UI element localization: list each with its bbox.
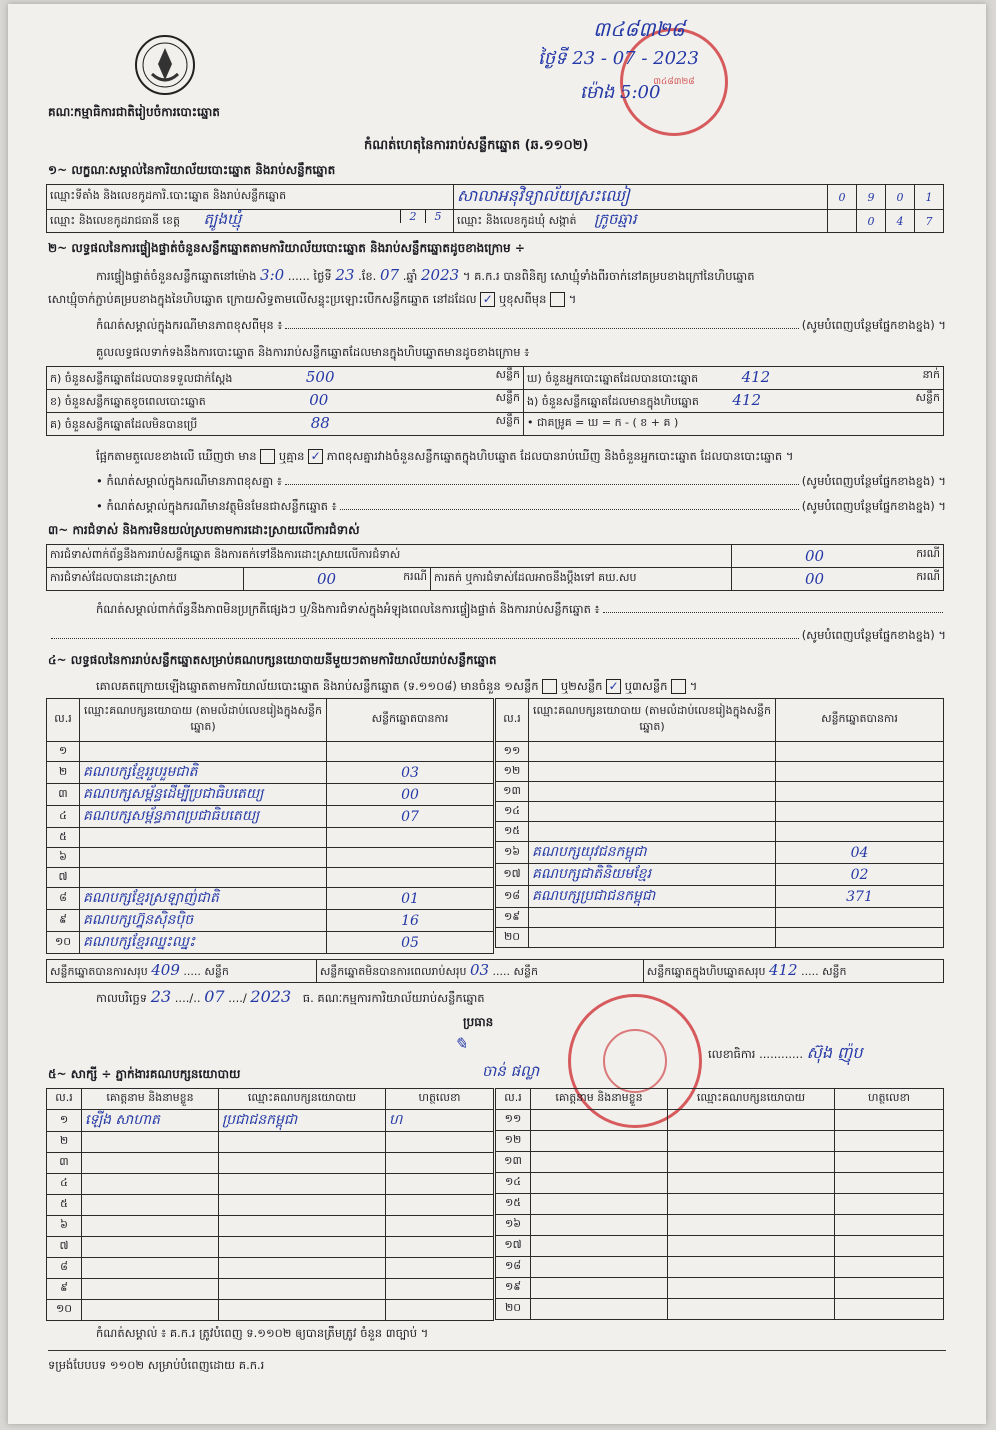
sheets-3-checkbox[interactable] xyxy=(671,679,686,694)
difference-yes-checkbox[interactable] xyxy=(260,449,275,464)
verify-month: 07 xyxy=(380,266,400,284)
cell-no: ២០ xyxy=(496,928,529,948)
table-row xyxy=(496,1257,944,1278)
cell-sign xyxy=(386,1195,494,1216)
table-row xyxy=(496,1173,944,1194)
cell-no: ១៣ xyxy=(496,1152,531,1173)
table-row xyxy=(496,1194,944,1215)
resolved-cell: 00 ករណី xyxy=(244,568,431,591)
cell-no: ១៨ xyxy=(496,886,529,908)
cell-no: ៨ xyxy=(47,888,80,910)
cell-party xyxy=(80,868,327,888)
nec-emblem-icon xyxy=(134,34,196,96)
col-no: ល.រ xyxy=(496,1089,531,1110)
cell-party: គណបក្សខ្មែរឈ្នះឈ្នះ xyxy=(80,932,327,954)
table-row xyxy=(47,1279,494,1300)
cell-sign xyxy=(386,1300,494,1321)
table-row xyxy=(496,782,944,802)
cell-party xyxy=(668,1152,835,1173)
complaints-table xyxy=(46,544,944,591)
cell-no: ១២ xyxy=(496,762,529,782)
cell-no: ៩ xyxy=(47,1279,82,1300)
cell-no: ១២ xyxy=(496,1131,531,1152)
col-party: ឈ្មោះគណបក្សនយោបាយ (តាមលំដាប់លេខរៀងក្នុងសន្លឹកឆ្នោត) xyxy=(529,699,776,742)
cell-no: ១៣ xyxy=(496,782,529,802)
cell-party xyxy=(80,828,327,848)
cell-party xyxy=(668,1173,835,1194)
cell-party xyxy=(529,742,776,762)
total-valid-cell: សន្លឹកឆ្នោតបានការសរុប 409 ..... សន្លឹក xyxy=(47,960,317,983)
form-sheet xyxy=(8,4,986,1424)
col-party: ឈ្មោះគណបក្សនយោបាយ xyxy=(219,1089,386,1110)
ballots-in-box-value: 412 xyxy=(732,391,762,409)
col-name: គោត្តនាម និងនាមខ្លួន xyxy=(82,1089,219,1110)
cell-party xyxy=(219,1300,386,1321)
cell-sign xyxy=(835,1215,944,1236)
cell-votes: 02 xyxy=(776,864,944,886)
verify-line1: ការផ្ទៀងផ្ទាត់ចំនួនសន្លឹកឆ្នោតនៅម៉ោង 3:0 ...... ថ្ងៃទី 23 .ខែ. 07 .ឆ្នាំ 2023 ។ គ.ក.រ បានពិនិត្យ សោឃ្មុំទាំងពីរចាក់នៅគម្របខាងក្រៅនៃហិបឆ្នោត xyxy=(96,266,755,284)
col-no: ល.រ xyxy=(47,699,80,742)
cell-party xyxy=(529,782,776,802)
section4-title: ៤~ លទ្ធផលនៃការរាប់សន្លឹកឆ្នោតសម្រាប់គណបក្សនយោបាយនីមួយៗតាមការិយាល័យរាប់សន្លឹកឆ្នោត xyxy=(48,653,497,667)
cell-party xyxy=(668,1278,835,1299)
cell-sign xyxy=(386,1153,494,1174)
total-box-value: 412 xyxy=(768,961,798,979)
cell-no: ៣ xyxy=(47,784,80,806)
difference-note-line: • កំណត់សម្គាល់ក្នុងករណីមានភាពខុសគ្នា ៖ (សូមបំពេញបន្ថែមផ្នែកខាងខ្នង) ។ xyxy=(96,474,946,488)
cell-party xyxy=(668,1299,835,1320)
section3-title: ៣~ ការជំទាស់ និងការមិនយល់ស្របតាមការដោះស្រាយលើការជំទាស់ xyxy=(48,523,360,537)
totals-table xyxy=(46,959,944,983)
irregularity-note-line2: (សូមបំពេញបន្ថែមផ្នែកខាងខ្នង) ។ xyxy=(48,628,946,645)
cell-party: គណបក្សសម្ព័ន្ធដើម្បីប្រជាធិបតេយ្យ xyxy=(80,784,327,806)
cell-votes: 00 xyxy=(327,784,494,806)
cell-party xyxy=(668,1110,835,1131)
cell-sign xyxy=(386,1132,494,1153)
cell-votes xyxy=(327,828,494,848)
col-sign: ហត្ថលេខា xyxy=(386,1089,494,1110)
cell-no: ១ xyxy=(47,742,80,762)
president-signature: ✎ xyxy=(454,1034,468,1053)
change-note-line: កំណត់សម្គាល់ក្នុងករណីមានភាពខុសពីមុន ៖ (សូមបំពេញបន្ថែមផ្នែកខាងខ្នង) ។ xyxy=(96,318,946,332)
difference-no-checkbox[interactable]: ✓ xyxy=(308,449,323,464)
cell-name xyxy=(82,1300,219,1321)
cell-name xyxy=(82,1279,219,1300)
table-row xyxy=(496,1278,944,1299)
cell-sign xyxy=(835,1152,944,1173)
table-row xyxy=(496,802,944,822)
table-row xyxy=(47,1195,494,1216)
cell-no: ៨ xyxy=(47,1258,82,1279)
changed-checkbox[interactable] xyxy=(550,292,565,307)
cell-no: ១៦ xyxy=(496,1215,531,1236)
col-sign: ហត្ថលេខា xyxy=(835,1089,944,1110)
cell-sign xyxy=(386,1174,494,1195)
commune-value: ក្រូចឆ្មារ xyxy=(594,210,637,228)
cell-name xyxy=(531,1299,668,1320)
president-name: ចាន់ ផល្លា xyxy=(482,1062,540,1080)
cell-party xyxy=(219,1174,386,1195)
cell-sign xyxy=(835,1257,944,1278)
consistency-line: ផ្អែកតាមតួលេខខាងលើ ឃើញថា មាន ឬគ្មាន ✓ ភាពខុសគ្នារវាងចំនួនសន្លឹកឆ្នោតក្នុងហិបឆ្នោត ដែលបានរាប់ឃើញ និងចំនួនអ្នកបោះឆ្នោត ដែលបានបោះឆ្នោត ។ xyxy=(96,449,794,463)
cell-party xyxy=(80,742,327,762)
appealed-cell: 00 ករណី xyxy=(732,568,944,591)
cell-party xyxy=(529,908,776,928)
cell-no: ១៧ xyxy=(496,864,529,886)
secretary-name: ស៊ុង ញ៉ុប xyxy=(806,1043,863,1062)
commune-code-digit: 7 xyxy=(915,210,944,233)
counts-table xyxy=(46,366,944,436)
cell-name xyxy=(82,1237,219,1258)
ballots-in-box-cell: ង) ចំនួនសន្លឹកឆ្នោតដែលមានក្នុងហិបឆ្នោត 412 សន្លឹក xyxy=(524,390,944,413)
table-row xyxy=(47,868,494,888)
resolved-value: 00 xyxy=(317,570,337,588)
cell-votes xyxy=(776,762,944,782)
cell-no: ៦ xyxy=(47,1216,82,1237)
cell-name xyxy=(82,1132,219,1153)
table-row xyxy=(47,784,494,806)
cell-no: ១៨ xyxy=(496,1257,531,1278)
cell-party xyxy=(668,1257,835,1278)
stamp-number: ៣៤៨៣២៨ xyxy=(653,76,695,87)
cell-name xyxy=(82,1258,219,1279)
received-ballots-value: 500 xyxy=(305,368,335,386)
counts-intro: គួលលទ្ធផលទាក់ទងនឹងការបោះឆ្នោត និងការរាប់សន្លឹកឆ្នោតដែលមានក្នុងហិបឆ្នោតមានដូចខាងក្រោម ៖ xyxy=(96,345,530,359)
results-table-right xyxy=(495,698,944,948)
col-votes: សន្លឹកឆ្នោតបានការ xyxy=(327,699,494,742)
cell-party xyxy=(219,1216,386,1237)
cell-party: គណបក្សហ្វ៊ុនស៊ិនប៉ិច xyxy=(80,910,327,932)
witness-table-left xyxy=(46,1088,494,1321)
cell-sign xyxy=(835,1236,944,1257)
president-label: ប្រធាន xyxy=(463,1015,494,1029)
table-row xyxy=(47,1153,494,1174)
cell-votes: 16 xyxy=(327,910,494,932)
cell-name xyxy=(531,1131,668,1152)
note-line: កំណត់សម្គាល់ ៖ គ.ក.រ ត្រូវបំពេញ ទ.១១០២ ឲ្យបានត្រឹមត្រូវ ចំនួន ៣ច្បាប់ ។ xyxy=(96,1326,429,1340)
cell-sign xyxy=(835,1299,944,1320)
cell-votes: 04 xyxy=(776,842,944,864)
cell-name xyxy=(531,1173,668,1194)
location-code-digit: 0 xyxy=(886,185,915,210)
location-code-digit: 1 xyxy=(915,185,944,210)
table-row xyxy=(496,908,944,928)
section1-table xyxy=(46,184,944,233)
table-row xyxy=(496,842,944,864)
cell-party: គណបក្សជាតិនិយមខ្មែរ xyxy=(529,864,776,886)
cell-votes xyxy=(776,908,944,928)
table-row xyxy=(496,1236,944,1257)
table-row xyxy=(47,1237,494,1258)
cell-sign xyxy=(835,1110,944,1131)
cell-no: ១៦ xyxy=(496,842,529,864)
cell-votes: 07 xyxy=(327,806,494,828)
table-row xyxy=(47,1110,494,1132)
cell-votes xyxy=(776,928,944,948)
stamp-date: ថ្ងៃទី 23 - 07 - 2023 xyxy=(538,48,699,69)
spoiled-ballots-cell: ខ) ចំនួនសន្លឹកឆ្នោតខូចពេលបោះឆ្នោត 00 សន្លឹក xyxy=(47,390,524,413)
unused-ballots-cell: គ) ចំនួនសន្លឹកឆ្នោតដែលមិនបានប្រើ 88 សន្លឹក xyxy=(47,413,524,436)
voters-cell: ឃ) ចំនួនអ្នកបោះឆ្នោតដែលបានបោះឆ្នោត 412 នាក់ xyxy=(524,367,944,390)
cell-no: ១ xyxy=(47,1110,82,1132)
complaints-label: ការជំទាស់ពាក់ព័ន្ធនឹងការរាប់សន្លឹកឆ្នោត និងការតក់ទៅនឹងការដោះស្រាយលើការជំទាស់ xyxy=(47,545,732,568)
cell-no: ១១ xyxy=(496,1110,531,1131)
cell-name xyxy=(531,1110,668,1131)
cell-party: គណបក្សខ្មែរស្រឡាញ់ជាតិ xyxy=(80,888,327,910)
cell-party: គណបក្សខ្មែររួបរួមជាតិ xyxy=(80,762,327,784)
table-row xyxy=(496,1299,944,1320)
sheets-line: គោលគតក្រោយឡើងឆ្នោតតាមការិយាល័យបោះឆ្នោត និងរាប់សន្លឹកឆ្នោត (ទ.១១០៨) មានចំនួន ១សន្លឹក ឬ២សន្លឹក ✓ ឬ៣សន្លឹក ។ xyxy=(96,679,698,693)
section1-title: ១~ លក្ខណៈសម្គាល់នៃការិយាល័យបោះឆ្នោត និងរាប់សន្លឹកឆ្នោត xyxy=(48,163,336,177)
table-row xyxy=(47,1300,494,1321)
cell-party xyxy=(80,848,327,868)
results-table-left xyxy=(46,698,494,954)
col-party: ឈ្មោះគណបក្សនយោបាយ (តាមលំដាប់លេខរៀងក្នុងសន្លឹកឆ្នោត) xyxy=(80,699,327,742)
cell-votes xyxy=(327,742,494,762)
province-cell: ឈ្មោះ និងលេខកូដរាជធានី ខេត្ត ត្បូងឃ្មុំ 2 5 xyxy=(47,210,454,233)
table-row xyxy=(47,742,494,762)
verify-hour: 3:0 xyxy=(260,266,285,284)
table-row xyxy=(47,1174,494,1195)
location-code-digit: 0 xyxy=(828,185,857,210)
cell-party xyxy=(219,1153,386,1174)
cell-party xyxy=(219,1132,386,1153)
table-row xyxy=(496,1152,944,1173)
cell-no: ៣ xyxy=(47,1153,82,1174)
col-party: ឈ្មោះគណបក្សនយោបាយ xyxy=(668,1089,835,1110)
table-row xyxy=(496,1110,944,1131)
voters-value: 412 xyxy=(741,368,771,386)
date-day: 23 xyxy=(150,987,172,1006)
cell-no: ៤ xyxy=(47,1174,82,1195)
commune-code-digit: 0 xyxy=(857,210,886,233)
table-row xyxy=(47,910,494,932)
total-box-cell: សន្លឹកឆ្នោតក្នុងហិបឆ្នោតសរុប 412 ..... សន្លឹក xyxy=(643,960,943,983)
unchanged-checkbox[interactable]: ✓ xyxy=(480,292,495,307)
cell-no: ១០ xyxy=(47,1300,82,1321)
cell-party xyxy=(219,1258,386,1279)
cell-party xyxy=(219,1279,386,1300)
col-no: ល.រ xyxy=(496,699,529,742)
cell-party xyxy=(529,802,776,822)
table-row xyxy=(47,1216,494,1237)
table-row xyxy=(47,932,494,954)
date-year: 2023 xyxy=(250,987,292,1006)
cell-sign xyxy=(835,1194,944,1215)
cell-name xyxy=(531,1194,668,1215)
cell-sign xyxy=(386,1237,494,1258)
cell-name xyxy=(531,1278,668,1299)
cell-no: ១៩ xyxy=(496,1278,531,1299)
table-row xyxy=(47,762,494,784)
resolved-label: ការជំទាស់ដែលបានដោះស្រាយ xyxy=(47,568,244,591)
table-row xyxy=(47,888,494,910)
cell-party xyxy=(668,1131,835,1152)
cell-no: ៤ xyxy=(47,806,80,828)
total-invalid-value: 03 xyxy=(469,961,490,979)
cell-no: ៦ xyxy=(47,848,80,868)
col-votes: សន្លឹកឆ្នោតបានការ xyxy=(776,699,944,742)
cell-no: ៥ xyxy=(47,828,80,848)
cell-party: គណបក្សប្រជាជនកម្ពុជា xyxy=(529,886,776,908)
total-invalid-cell: សន្លឹកឆ្នោតមិនបានការពេលរាប់សរុប 03 ..... សន្លឹក xyxy=(316,960,643,983)
cell-votes: 01 xyxy=(327,888,494,910)
section5-title: ៥~ សាក្សី ÷ ភ្នាក់ងារគណបក្សនយោបាយ xyxy=(48,1067,241,1081)
table-row xyxy=(47,1258,494,1279)
cell-sign xyxy=(835,1131,944,1152)
cell-no: ២០ xyxy=(496,1299,531,1320)
cell-no: ២ xyxy=(47,1132,82,1153)
cell-party: គណបក្សយុវជនកម្ពុជា xyxy=(529,842,776,864)
cell-sign xyxy=(386,1258,494,1279)
footer-text: ទម្រង់បែបបទ ១១០២ សម្រាប់បំពេញដោយ គ.ក.រ xyxy=(48,1358,265,1372)
table-row xyxy=(47,828,494,848)
total-valid-value: 409 xyxy=(151,961,180,979)
org-name: គណៈកម្មាធិការជាតិរៀបចំការបោះឆ្នោត xyxy=(48,105,220,119)
cell-party xyxy=(529,822,776,842)
foreign-object-note-line: • កំណត់សម្គាល់ក្នុងករណីមានវត្ថុមិនមែនជាសន្លឹកឆ្នោត ៖ (សូមបំពេញបន្ថែមផ្នែកខាងខ្នង) ។ xyxy=(96,499,946,513)
cell-no: ២ xyxy=(47,762,80,784)
table-row xyxy=(47,1132,494,1153)
cell-no: ១៤ xyxy=(496,1173,531,1194)
unused-ballots-value: 88 xyxy=(310,414,330,432)
cell-no: ៧ xyxy=(47,1237,82,1258)
table-row xyxy=(496,1131,944,1152)
cell-name xyxy=(82,1216,219,1237)
cell-party xyxy=(529,762,776,782)
cell-no: ១០ xyxy=(47,932,80,954)
commune-code-digit: 4 xyxy=(886,210,915,233)
cell-name xyxy=(531,1236,668,1257)
commune-cell: ឈ្មោះ និងលេខកូដឃុំ សង្កាត់ ក្រូចឆ្មារ xyxy=(454,210,828,233)
cell-no: ១៥ xyxy=(496,822,529,842)
date-line: កាលបរិច្ឆេទ 23 ..../.. 07 ..../ 2023 ធ. គណៈកម្មការការិយាល័យរាប់សន្លឹកឆ្នោត xyxy=(96,987,485,1006)
cell-sign xyxy=(386,1279,494,1300)
cell-name xyxy=(531,1257,668,1278)
cell-sign xyxy=(386,1216,494,1237)
cell-name xyxy=(82,1174,219,1195)
cell-party xyxy=(668,1194,835,1215)
verify-line2: សោឃ្មុំចាក់ភ្ជាប់គម្របខាងក្នុងនៃហិបឆ្នោត ក្រោយសិទ្ធតាមលើសន្ទុះប្រឡោះបើកសន្លឹកឆ្នោត នៅដដែល ✓ ឬខុសពីមុន ។ xyxy=(48,292,577,306)
cell-no: ១៤ xyxy=(496,802,529,822)
cell-party xyxy=(668,1236,835,1257)
cell-no: ១៥ xyxy=(496,1194,531,1215)
table-row xyxy=(496,864,944,886)
cell-name xyxy=(82,1195,219,1216)
sheets-1-checkbox[interactable] xyxy=(542,679,557,694)
cell-party xyxy=(529,928,776,948)
table-row xyxy=(496,886,944,908)
cell-votes: 371 xyxy=(776,886,944,908)
section2-title: ២~ លទ្ធផលនៃការផ្ទៀងផ្ទាត់ចំនួនសន្លឹកឆ្នោតតាមការិយាល័យបោះឆ្នោត និងរាប់សន្លឹកឆ្នោតដូចខាងក្រោម ÷ xyxy=(48,241,525,255)
date-month: 07 xyxy=(204,987,225,1006)
table-row xyxy=(47,848,494,868)
stamp-number-handwritten: ៣៤៨៣២៨ xyxy=(593,17,685,41)
sheets-2-checkbox[interactable]: ✓ xyxy=(606,679,621,694)
complaints-cell: 00 ករណី xyxy=(732,545,944,568)
cell-name xyxy=(531,1152,668,1173)
cell-no: ១៧ xyxy=(496,1236,531,1257)
location-code-digit: 9 xyxy=(857,185,886,210)
cell-votes xyxy=(776,782,944,802)
location-value: សាលាអនុវិទ្យាល័យស្រះឈៀ xyxy=(454,185,828,210)
table-row xyxy=(496,762,944,782)
witness-table-right xyxy=(495,1088,944,1320)
cell-votes: 05 xyxy=(327,932,494,954)
cell-no: ៩ xyxy=(47,910,80,932)
received-ballots-cell: ក) ចំនួនសន្លឹកឆ្នោតដែលបានទទួលជាក់ស្តែង 500 សន្លឹក xyxy=(47,367,524,390)
complaints-value: 00 xyxy=(805,547,825,565)
col-no: ល.រ xyxy=(47,1089,82,1110)
col-name: គោត្តនាម និងនាមខ្លួន xyxy=(531,1089,668,1110)
cell-votes xyxy=(776,742,944,762)
cell-sign xyxy=(835,1173,944,1194)
cell-sign: ហ xyxy=(386,1110,494,1132)
cell-sign xyxy=(835,1278,944,1299)
spoiled-ballots-value: 00 xyxy=(309,391,329,409)
formula-cell: • ជាគម្រូគ = ឃ = ក - ( ខ + គ ) xyxy=(524,413,944,436)
verify-year: 2023 xyxy=(421,266,460,284)
cell-name xyxy=(531,1215,668,1236)
cell-votes xyxy=(776,822,944,842)
cell-no: ១១ xyxy=(496,742,529,762)
cell-votes xyxy=(327,868,494,888)
cell-no: ១៩ xyxy=(496,908,529,928)
cell-votes xyxy=(776,802,944,822)
table-row xyxy=(47,806,494,828)
footer-divider xyxy=(48,1350,946,1351)
location-label: ឈ្មោះទីតាំង និងលេខកូដការិ.បោះឆ្នោត និងរាប់សន្លឹកឆ្នោត xyxy=(47,185,454,210)
province-value: ត្បូងឃ្មុំ xyxy=(203,210,242,228)
stamp-time: ម៉ោង 5:00 xyxy=(580,82,661,103)
cell-party xyxy=(219,1237,386,1258)
cell-party: គណបក្សសម្ព័ន្ធភាពប្រជាធិបតេយ្យ xyxy=(80,806,327,828)
verify-day: 23 xyxy=(335,266,355,284)
cell-no: ៧ xyxy=(47,868,80,888)
cell-no: ៥ xyxy=(47,1195,82,1216)
cell-party xyxy=(668,1215,835,1236)
irregularity-note-line: កំណត់សម្គាល់ពាក់ព័ន្ធនឹងភាពមិនប្រក្រតីផ្សេងៗ ឬ/និងការជំទាស់ក្នុងអំឡុងពេលនៃការផ្ទៀងផ្ទាត់ និងការរាប់សន្លឹកឆ្នោត ៖ xyxy=(96,602,946,619)
cell-party xyxy=(219,1195,386,1216)
appealed-value: 00 xyxy=(805,570,825,588)
table-row xyxy=(496,928,944,948)
table-row xyxy=(496,1215,944,1236)
cell-votes xyxy=(327,848,494,868)
table-row xyxy=(496,822,944,842)
cell-name: ឡើង សាហាត xyxy=(82,1110,219,1132)
cell-party: ប្រជាជនកម្ពុជា xyxy=(219,1110,386,1132)
appealed-label: ការតក់ ឬការជំទាស់ដែលអាចនឹងប្តឹងទៅ គឃ.សប xyxy=(431,568,732,591)
cell-name xyxy=(82,1153,219,1174)
table-row xyxy=(496,742,944,762)
secretary-line: លេខាធិការ ............ ស៊ុង ញ៉ុប xyxy=(708,1043,863,1062)
form-title: កំណត់ហេតុនៃការរាប់សន្លឹកឆ្នោត (ឆ.១១០២) xyxy=(364,138,589,153)
cell-votes: 03 xyxy=(327,762,494,784)
